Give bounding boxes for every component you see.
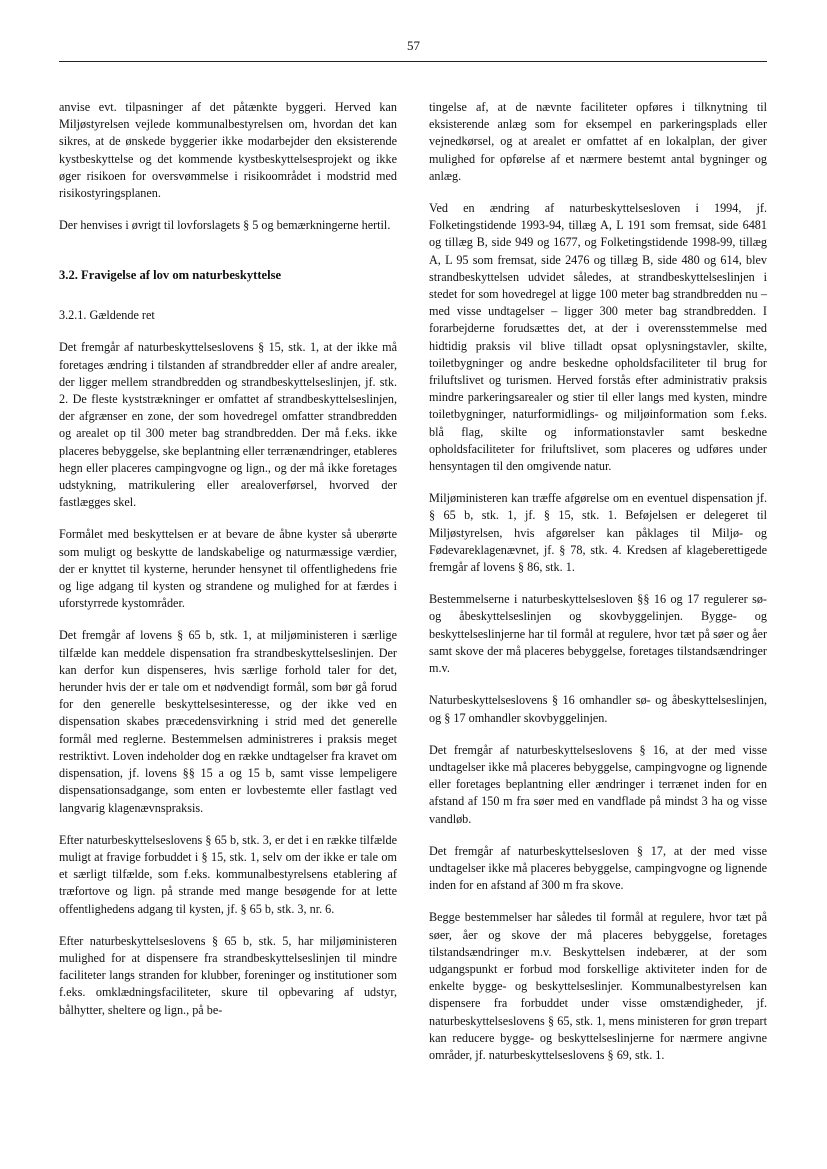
- paragraph: Efter naturbeskyttelseslovens § 65 b, stk. 5, har miljøministeren mulighed for at dispensere fra strandbeskyttelseslinjen til mindre faciliteter langs stranden for klubber, foreninger og institutioner som f.eks. omklædningsfaciliteter, skure til opbevaring af udstyr, bålhytter, sheltere og lign., på be-: [59, 933, 397, 1017]
- paragraph: anvise evt. tilpasninger af det påtænkte byggeri. Herved kan Miljøstyrelsen vejlede kommunalbestyrelsen om, hvordan det kan sikres, at de ønskede byggerier ikke modarbejder den eksisterende kystbeskyttelse og det kommende kystbeskyttelsesprojekt og ikke øger risikoen for oversvømmelse i risikoområdet i modstrid med risikostyringsplanen.: [59, 100, 397, 201]
- subsection-heading: 3.2.1. Gældende ret: [59, 308, 155, 323]
- paragraph: Ved en ændring af naturbeskyttelsesloven i 1994, jf. Folketingstidende 1993-94, tillæg A, L 191 som fremsat, side 6481 og tillæg B, side 949 og 1677, og Folketingstidende 1998-99, tillæg A, L 95 som fremsat, side 2476 og tillæg B, side 480 og 614, blev strandbeskyttelsen udvidet således, at strandbeskyttelseslinjen i stedet for som hovedregel at ligge 100 meter bag strandbredden nu – med visse undtagelser – ligger 300 meter bag strandbredden. I forarbejderne forudsættes det, at der i overensstemmelse med hidtidig praksis vil blive tilladt opsat oplysningstavler, skilte, toiletbygninger og andre beskedne opholdsfaciliteter til brug for friluftslivet og turismen. Herved forstås efter administrativ praksis mindre parkeringsarealer og stier til eller langs med kysten, mindre toiletbygninger, naturformidlings- og miljøinformation som f.eks. blå flag, skilte og informationstavler samt beskedne opholdsfaciliteter for friluftslivet, som placeres og udføres under hensyntagen til den omgivende natur.: [429, 201, 767, 474]
- header-divider: [59, 61, 767, 62]
- page-number: 57: [407, 38, 420, 53]
- paragraph: Efter naturbeskyttelseslovens § 65 b, stk. 3, er det i en række tilfælde muligt at fravige forbuddet i § 15, stk. 1, selv om der ikke er tale om et særligt tilfælde, som f.eks. kommunalbestyrelsens etablering af træfortove og lign. på strande med mange besøgende for at lette offentlighedens adgang til kysten, jf. § 65 b, stk. 3, nr. 6.: [59, 832, 397, 916]
- right-column: [429, 99, 767, 1079]
- paragraph: Naturbeskyttelseslovens § 16 omhandler sø- og åbeskyttelseslinjen, og § 17 omhandler skovbyggelinjen.: [429, 693, 767, 725]
- paragraph: Begge bestemmelser har således til formål at regulere, hvor tæt på søer, åer og skove der må placeres bebyggelse, foretages tilstandsændringer m.v. Beskyttelsen indebærer, at der som udgangspunkt er forbud mod forskellige aktiviteter inden for de enkelte bygge- og beskyttelseslinjer. Kommunalbestyrelsen kan dispensere fra forbuddet under visse omstændigheder, jf. naturbeskyttelseslovens § 65, stk. 1, mens ministeren for grøn trepart kan reducere bygge- og beskyttelseslinjerne for nærmere angivne områder, jf. naturbeskyttelseslovens § 69, stk. 1.: [429, 910, 767, 1062]
- paragraph: Bestemmelserne i naturbeskyttelsesloven §§ 16 og 17 regulerer sø- og åbeskyttelseslinjen og skovbyggelinjen. Bygge- og beskyttelseslinjerne har til formål at regulere, hvor tæt på søer og åer samt skove der må placeres bebyggelse, foretages tilstandsændringer m.v.: [429, 592, 767, 676]
- paragraph: Det fremgår af naturbeskyttelseslovens § 15, stk. 1, at der ikke må foretages ændring i tilstanden af strandbredder eller af andre arealer, der ligger mellem strandbredden og strandbeskyttelseslinjen, jf. stk. 2. De fleste kyststrækninger er omfattet af strandbeskyttelseslinjen, der afgrænser en zone, der som hovedregel omfatter strandbredden og arealet op til 300 meter bag strandbredden. Der må f.eks. ikke placeres bebyggelse, ske beplantning eller terrænændringer, etableres hegn eller placeres campingvogne og lign., og der må ikke foretages udstykning, matrikulering eller arealoverførsel, hvorved der fastlægges skel.: [59, 340, 397, 510]
- paragraph: Det fremgår af lovens § 65 b, stk. 1, at miljøministeren i særlige tilfælde kan meddele dispensation fra strandbeskyttelseslinjen. Der kan derfor kun dispenseres, hvis særlige forhold taler for det, herunder hvis der er tale om et nødvendigt formål, som bør gå forud for den generelle beskyttelsesinteresse, og der ikke ved en dispensation skabes præcedensvirkning i strid med det generelle formål med reglerne. Bestemmelsen administreres i praksis meget restriktivt. Loven indeholder dog en række undtagelser fra kravet om dispensation, jf. lovens §§ 15 a og 15 b, samt visse lempeligere dispensationsadgange, som enten er lovbestemte eller fastlagt ved langvarig klagenævnspraksis.: [59, 628, 397, 815]
- paragraph: Det fremgår af naturbeskyttelsesloven § 17, at der med visse undtagelser ikke må placeres bebyggelse, campingvogne og lignende inden for en afstand af 300 m fra skove.: [429, 843, 767, 893]
- left-column: [59, 99, 397, 1034]
- paragraph: tingelse af, at de nævnte faciliteter opføres i tilknytning til eksisterende anlæg som for eksempel en parkeringsplads eller vejnedkørsel, og at arealet er omfattet af en lokalplan, der giver mulighed for opførelse af et nærmere bestemt antal bygninger og anlæg.: [429, 100, 767, 183]
- section-heading: 3.2. Fravigelse af lov om naturbeskyttelse: [59, 268, 282, 283]
- paragraph: Der henvises i øvrigt til lovforslagets § 5 og bemærkningerne hertil.: [59, 218, 391, 233]
- paragraph: Miljøministeren kan træffe afgørelse om en eventuel dispensation jf. § 65 b, stk. 1, jf. § 15, stk. 1. Beføjelsen er delegeret til Miljøstyrelsen, hvis afgørelser kan påklages til Miljø- og Fødevareklagenævnet, jf. § 78, stk. 4. Kredsen af klageberettigede fremgår af lovens § 86, stk. 1.: [429, 491, 767, 575]
- paragraph: Formålet med beskyttelsen er at bevare de åbne kyster så uberørte som muligt og beskytte de landskabelige og naturmæssige værdier, der er knyttet til kysterne, herunder hensynet til offentlighedens frie og lige adgang til kysten og strandene og mulighed for at færdes i uforstyrrede kystområder.: [59, 527, 397, 611]
- paragraph: Det fremgår af naturbeskyttelseslovens § 16, at der med visse undtagelser ikke må placeres bebyggelse, campingvogne og lignende eller foretages beplantning eller ændringer i terrænet inden for en afstand af 150 m fra søer med en vandflade på mindst 3 ha og visse vandløb.: [429, 742, 767, 826]
